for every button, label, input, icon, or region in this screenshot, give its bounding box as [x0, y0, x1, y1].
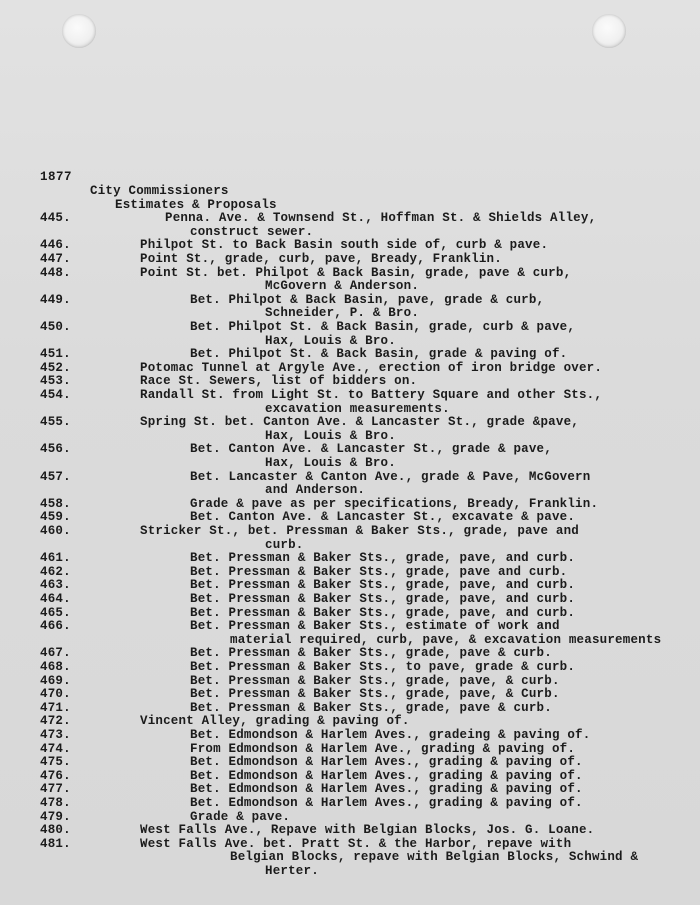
- entry-number: 475.: [40, 755, 71, 770]
- entry-number: 463.: [40, 578, 71, 593]
- entry-text: Bet. Pressman & Baker Sts., grade, pave & curb.: [190, 646, 552, 661]
- entry-number: 471.: [40, 700, 71, 715]
- entry-text: West Falls Ave., Repave with Belgian Blocks, Jos. G. Loane.: [140, 823, 595, 838]
- entry-text: Bet. Pressman & Baker Sts., grade, pave, and curb.: [190, 605, 576, 620]
- entry-text: West Falls Ave. bet. Pratt St. & the Harbor, repave with: [140, 836, 572, 851]
- entry-text: Point St. bet. Philpot & Back Basin, grade, pave & curb,: [140, 265, 572, 280]
- entry-continuation: Hax, Louis & Bro.: [265, 428, 396, 443]
- entry-continuation: Hax, Louis & Bro.: [265, 333, 396, 348]
- entry-text: Randall St. from Light St. to Battery Square and other Sts.,: [140, 388, 603, 402]
- entry-number: 448.: [40, 265, 71, 280]
- entry-text: Bet. Canton Ave. & Lancaster St., excavate & pave.: [190, 510, 576, 525]
- entry-text: Bet. Philpot St. & Back Basin, grade & paving of.: [190, 347, 568, 362]
- entry-continuation: material required, curb, pave, & excavation measurements: [230, 632, 662, 647]
- entry-text: Bet. Edmondson & Harlem Aves., grading & paving of.: [190, 796, 583, 810]
- entry-continuation: Herter.: [265, 864, 319, 878]
- entry-number: 479.: [40, 809, 71, 824]
- entry-number: 458.: [40, 496, 71, 511]
- entry-text: Bet. Edmondson & Harlem Aves., grading & paving of.: [190, 768, 583, 783]
- entry-text: Bet. Pressman & Baker Sts., grade, pave & curb.: [190, 700, 552, 715]
- entry-continuation: and Anderson.: [265, 483, 366, 498]
- entry-number: 460.: [40, 524, 71, 538]
- entry-number: 457.: [40, 469, 71, 484]
- entry-number: 450.: [40, 320, 71, 334]
- entry-number: 481.: [40, 836, 71, 851]
- entry-continuation: Belgian Blocks, repave with Belgian Blocks, Schwind &: [230, 850, 639, 865]
- entry-number: 456.: [40, 442, 71, 457]
- entry-continuation: McGovern & Anderson.: [265, 279, 420, 294]
- entry-continuation: construct sewer.: [190, 224, 314, 239]
- entry-number: 476.: [40, 768, 71, 783]
- entry-text: Bet. Pressman & Baker Sts., grade, pave and curb.: [190, 564, 568, 579]
- entry-text: Bet. Pressman & Baker Sts., to pave, grade & curb.: [190, 660, 576, 674]
- entry-number: 447.: [40, 252, 71, 266]
- entry-text: Grade & pave as per specifications, Bready, Franklin.: [190, 496, 599, 511]
- entry-number: 462.: [40, 564, 71, 579]
- entry-text: Bet. Pressman & Baker Sts., grade, pave, and curb.: [190, 578, 576, 593]
- binder-hole-left: [62, 14, 96, 48]
- document-year: 1877: [40, 170, 73, 184]
- entry-continuation: Hax, Louis & Bro.: [265, 456, 396, 470]
- entry-text: Potomac Tunnel at Argyle Ave., erection of iron bridge over.: [140, 360, 603, 375]
- entry-number: 469.: [40, 673, 71, 688]
- entry-number: 449.: [40, 292, 71, 307]
- entry-number: 453.: [40, 374, 71, 389]
- entry-text: Bet. Edmondson & Harlem Aves., gradeing & paving of.: [190, 728, 591, 742]
- entry-text: Stricker St., bet. Pressman & Baker Sts., grade, pave and: [140, 524, 579, 538]
- entry-number: 480.: [40, 823, 71, 838]
- entry-number: 478.: [40, 796, 71, 810]
- entry-number: 465.: [40, 605, 71, 620]
- entry-number: 461.: [40, 551, 71, 566]
- entry-number: 446.: [40, 238, 71, 253]
- entry-number: 468.: [40, 660, 71, 674]
- entry-text: Bet. Philpot & Back Basin, pave, grade & curb,: [190, 292, 545, 307]
- entry-text: Bet. Edmondson & Harlem Aves., grading & paving of.: [190, 755, 583, 770]
- entry-text: Bet. Lancaster & Canton Ave., grade & Pave, McGovern: [190, 469, 591, 484]
- entry-number: 464.: [40, 592, 71, 606]
- section-heading: City Commissioners: [90, 184, 229, 198]
- entry-text: Bet. Canton Ave. & Lancaster St., grade & pave,: [190, 442, 552, 457]
- entry-number: 474.: [40, 741, 71, 756]
- entry-text: Penna. Ave. & Townsend St., Hoffman St. & Shields Alley,: [165, 211, 597, 226]
- entry-number: 477.: [40, 782, 71, 797]
- entry-text: Bet. Philpot St. & Back Basin, grade, curb & pave,: [190, 320, 576, 334]
- entry-text: Bet. Edmondson & Harlem Aves., grading & paving of.: [190, 782, 583, 797]
- entry-text: Bet. Pressman & Baker Sts., grade, pave, & curb.: [190, 673, 560, 688]
- binder-hole-right: [592, 14, 626, 48]
- entry-number: 452.: [40, 360, 71, 375]
- entry-text: Bet. Pressman & Baker Sts., estimate of work and: [190, 619, 560, 634]
- entry-text: From Edmondson & Harlem Ave., grading & paving of.: [190, 741, 576, 756]
- entry-number: 454.: [40, 388, 71, 402]
- section-subheading: Estimates & Proposals: [115, 197, 277, 212]
- entry-text: Philpot St. to Back Basin south side of, curb & pave.: [140, 238, 549, 253]
- entry-continuation: curb.: [265, 537, 304, 552]
- entry-continuation: Schneider, P. & Bro.: [265, 306, 420, 321]
- entry-text: Bet. Pressman & Baker Sts., grade, pave, and curb.: [190, 592, 576, 606]
- entry-text: Spring St. bet. Canton Ave. & Lancaster St., grade &pave,: [140, 415, 579, 430]
- entry-text: Bet. Pressman & Baker Sts., grade, pave, and curb.: [190, 551, 576, 566]
- entry-number: 459.: [40, 510, 71, 525]
- entry-number: 470.: [40, 687, 71, 702]
- entry-number: 451.: [40, 347, 71, 362]
- entry-number: 473.: [40, 728, 71, 742]
- entry-text: Bet. Pressman & Baker Sts., grade, pave, & Curb.: [190, 687, 560, 702]
- entry-text: Grade & pave.: [190, 809, 291, 824]
- entry-number: 445.: [40, 211, 71, 226]
- entry-number: 455.: [40, 415, 71, 430]
- entry-number: 466.: [40, 619, 71, 634]
- entry-text: Point St., grade, curb, pave, Bready, Franklin.: [140, 252, 502, 266]
- entry-number: 472.: [40, 714, 71, 729]
- entry-number: 467.: [40, 646, 71, 661]
- entry-text: Vincent Alley, grading & paving of.: [140, 714, 410, 729]
- entry-continuation: excavation measurements.: [265, 401, 450, 416]
- entry-text: Race St. Sewers, list of bidders on.: [140, 374, 418, 389]
